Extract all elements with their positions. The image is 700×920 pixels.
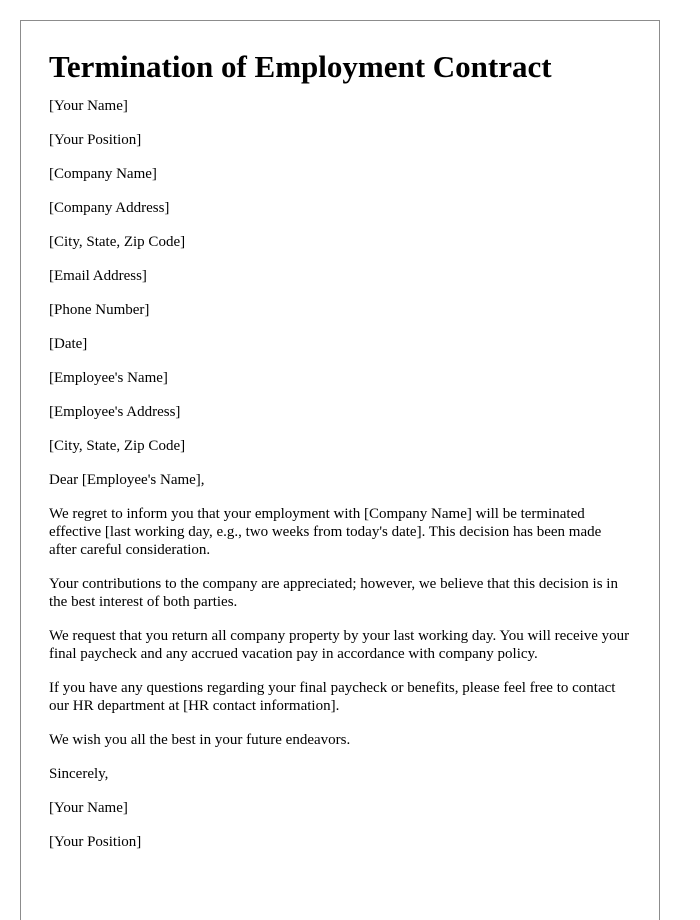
body-paragraph-termination: We regret to inform you that your employment with [Company Name] will be terminated effective [last working day, e.g., two weeks from today's date]. This decision has been made after careful consideration.	[49, 506, 602, 558]
signature-position: [Your Position]	[49, 834, 142, 850]
document-title: Termination of Employment Contract	[49, 49, 552, 84]
sender-company: [Company Name]	[49, 166, 157, 182]
salutation: Dear [Employee's Name],	[49, 472, 205, 488]
letter-page	[20, 20, 660, 920]
sender-city-state-zip: [City, State, Zip Code]	[49, 234, 186, 250]
letter-date: [Date]	[49, 336, 88, 352]
sender-address: [Company Address]	[49, 200, 170, 216]
sender-position: [Your Position]	[49, 132, 142, 148]
body-paragraph-wishes: We wish you all the best in your future endeavors.	[49, 732, 351, 748]
sender-email: [Email Address]	[49, 268, 147, 284]
sender-name: [Your Name]	[49, 98, 128, 114]
recipient-name: [Employee's Name]	[49, 370, 168, 386]
recipient-city-state-zip: [City, State, Zip Code]	[49, 438, 186, 454]
body-paragraph-appreciation: Your contributions to the company are appreciated; however, we believe that this decision is in the best interest of both parties.	[49, 576, 618, 610]
body-paragraph-property: We request that you return all company property by your last working day. You will receive your final paycheck and any accrued vacation pay in accordance with company policy.	[49, 628, 630, 662]
sender-phone: [Phone Number]	[49, 302, 150, 318]
signature-name: [Your Name]	[49, 800, 128, 816]
recipient-address: [Employee's Address]	[49, 404, 181, 420]
closing: Sincerely,	[49, 766, 109, 782]
body-paragraph-questions: If you have any questions regarding your final paycheck or benefits, please feel free to contact our HR department at [HR contact information].	[49, 680, 616, 714]
